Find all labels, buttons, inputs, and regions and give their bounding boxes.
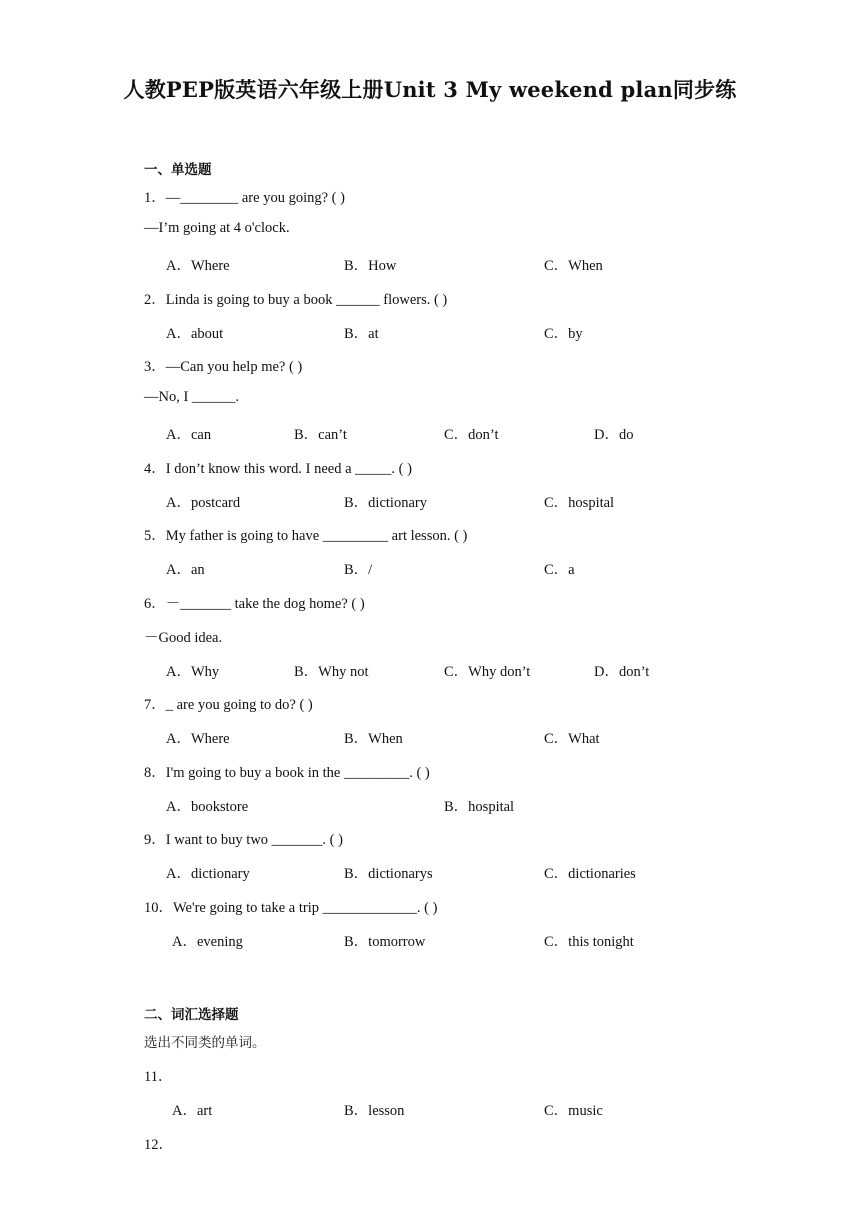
question-2-option-c[interactable]: C．by (544, 326, 583, 342)
section-heading-vocabulary: 二、词汇选择题 (144, 1007, 239, 1023)
question-6-option-c[interactable]: C．Why don’t (444, 664, 531, 680)
question-8-option-a[interactable]: A．bookstore (166, 799, 249, 815)
question-3-stem: 3．—Can you help me? ( ) (144, 359, 303, 375)
question-7-option-b[interactable]: B．When (344, 731, 403, 747)
question-11-option-b[interactable]: B．lesson (344, 1103, 405, 1119)
question-5-option-c[interactable]: C．a (544, 562, 575, 578)
page-title: 人教PEP版英语六年级上册Unit 3 My weekend plan同步练 (123, 77, 737, 102)
question-9-option-c[interactable]: C．dictionaries (544, 866, 636, 882)
question-3-option-d[interactable]: D．do (594, 427, 634, 443)
question-8-stem: 8．I'm going to buy a book in the _________. ( ) (144, 765, 430, 781)
question-10-option-c[interactable]: C．this tonight (544, 934, 634, 950)
question-10-option-a[interactable]: A．evening (172, 934, 243, 950)
question-1-reply: —I’m going at 4 o'clock. (144, 220, 290, 236)
section-heading-single-choice: 一、单选题 (144, 162, 212, 178)
question-2-stem: 2．Linda is going to buy a book ______ flowers. ( ) (144, 292, 448, 308)
question-4-option-c[interactable]: C．hospital (544, 495, 615, 511)
question-2-option-a[interactable]: A．about (166, 326, 224, 342)
question-6-stem: 6．－_______ take the dog home? ( ) (144, 596, 365, 612)
question-4-stem: 4．I don’t know this word. I need a _____. ( ) (144, 461, 412, 477)
question-6-option-a[interactable]: A．Why (166, 664, 220, 680)
question-5-option-a[interactable]: A．an (166, 562, 205, 578)
question-2-option-b[interactable]: B．at (344, 326, 379, 342)
question-10-stem: 10．We're going to take a trip _____________. ( ) (144, 900, 438, 916)
question-11-option-c[interactable]: C．music (544, 1103, 603, 1119)
question-8-option-b[interactable]: B．hospital (444, 799, 515, 815)
question-7-option-c[interactable]: C．What (544, 731, 600, 747)
question-3-option-c[interactable]: C．don’t (444, 427, 499, 443)
question-1-option-a[interactable]: A．Where (166, 258, 230, 274)
question-7-option-a[interactable]: A．Where (166, 731, 230, 747)
question-6-option-d[interactable]: D．don’t (594, 664, 650, 680)
question-3-option-b[interactable]: B．can’t (294, 427, 347, 443)
question-5-option-b[interactable]: B．/ (344, 562, 373, 578)
question-6-option-b[interactable]: B．Why not (294, 664, 369, 680)
question-12-stem: 12． (144, 1137, 173, 1153)
question-11-stem: 11． (144, 1069, 173, 1085)
section-2-instruction: 选出不同类的单词。 (144, 1035, 266, 1051)
question-6-reply: －Good idea. (144, 630, 223, 646)
question-9-stem: 9．I want to buy two _______. ( ) (144, 832, 343, 848)
question-9-option-a[interactable]: A．dictionary (166, 866, 250, 882)
question-11-option-a[interactable]: A．art (172, 1103, 213, 1119)
question-3-reply: —No, I ______. (144, 389, 240, 405)
question-5-stem: 5．My father is going to have _________ art lesson. ( ) (144, 528, 468, 544)
question-7-stem: 7．_ are you going to do? ( ) (144, 697, 313, 713)
question-1-option-b[interactable]: B．How (344, 258, 397, 274)
question-4-option-b[interactable]: B．dictionary (344, 495, 427, 511)
question-10-option-b[interactable]: B．tomorrow (344, 934, 426, 950)
question-9-option-b[interactable]: B．dictionarys (344, 866, 433, 882)
question-1-option-c[interactable]: C．When (544, 258, 603, 274)
question-4-option-a[interactable]: A．postcard (166, 495, 241, 511)
question-3-option-a[interactable]: A．can (166, 427, 212, 443)
question-1-stem: 1．—________ are you going? ( ) (144, 190, 345, 206)
